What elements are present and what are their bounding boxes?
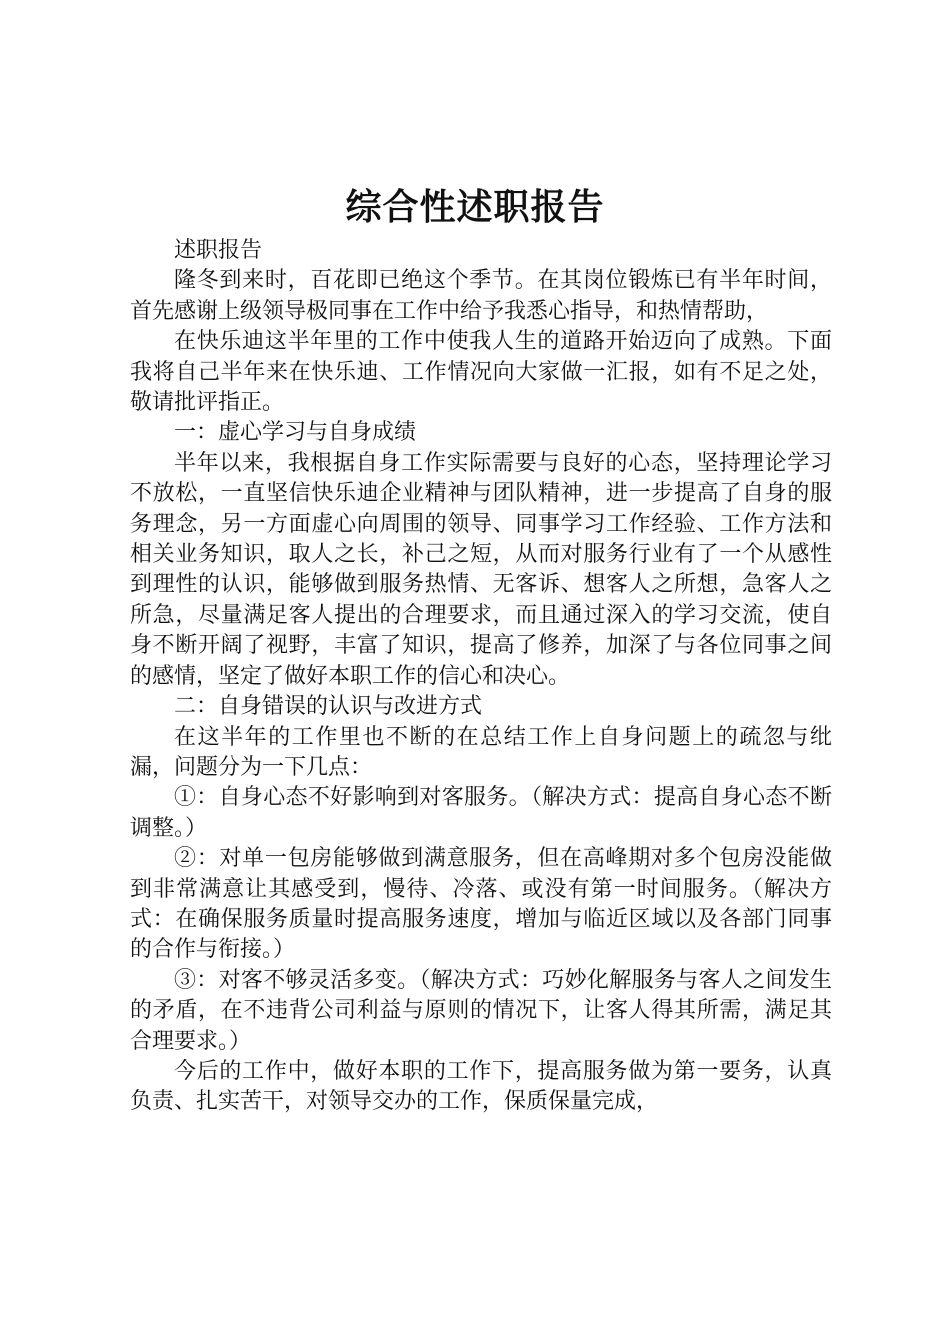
list-item: ③：对客不够灵活多变。（解决方式：巧妙化解服务与客人之间发生的矛盾，在不违背公司利益与原则的情况下，让客人得其所需，满足其合理要求。） <box>130 967 832 1054</box>
paragraph: 述职报告 <box>174 238 263 263</box>
section-heading: 二：自身错误的认识与改进方式 <box>174 694 483 720</box>
paragraph: 在这半年的工作里也不断的在总结工作上自身问题上的疏忽与纰漏，问题分为一下几点： <box>130 724 832 780</box>
section-heading: 一：虚心学习与自身成绩 <box>174 420 417 446</box>
paragraph: 半年以来，我根据自身工作实际需要与良好的心态，坚持理论学习不放松，一直坚信快乐迪企业精神与团队精神，进一步提高了自身的服务理念，另一方面虚心向周围的领导、同事学习工作经验、工作方法和相关业务知识，取人之长，补己之短，从而对服务行业有了一个从感性到理性的认识，能够做到服务热情、无客诉、想客人之所想，急客人之所急，尽量满足客人提出的合理要求，而且通过深入的学习交流，使自身不断开阔了视野，丰富了知识，提高了修养，加深了与各位同事之间的感情，坚定了做好本职工作的信心和决心。 <box>130 450 832 689</box>
list-item: ①：自身心态不好影响到对客服务。（解决方式：提高自身心态不断调整。） <box>130 785 832 841</box>
document-body <box>130 236 832 1118</box>
paragraph: 在快乐迪这半年里的工作中使我人生的道路开始迈向了成熟。下面我将自己半年来在快乐迪、工作情况向大家做一汇报，如有不足之处，敬请批评指正。 <box>130 329 832 416</box>
paragraph: 今后的工作中，做好本职的工作下，提高服务做为第一要务，认真负责、扎实苦干，对领导交办的工作，保质保量完成， <box>130 1058 832 1115</box>
list-item: ②：对单一包房能够做到满意服务，但在高峰期对多个包房没能做到非常满意让其感受到，慢待、冷落、或没有第一时间服务。（解决方式：在确保服务质量时提高服务速度，增加与临近区域以及各部门同事的合作与衔接。） <box>130 846 832 963</box>
document-title: 综合性述职报告 <box>345 187 605 228</box>
paragraph: 隆冬到来时，百花即已绝这个季节。在其岗位锻炼已有半年时间，首先感谢上级领导极同事在工作中给予我悉心指导，和热情帮助， <box>130 268 832 324</box>
